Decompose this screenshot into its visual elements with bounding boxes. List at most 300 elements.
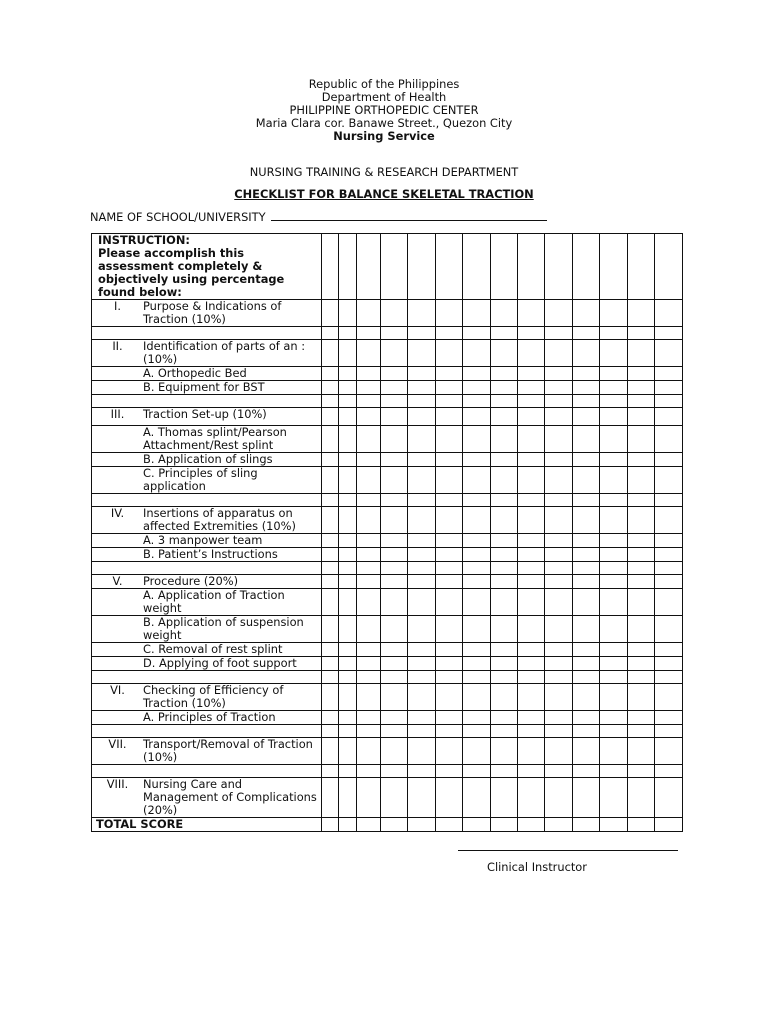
score-cell[interactable] (600, 453, 628, 467)
score-cell[interactable] (436, 657, 463, 671)
score-cell[interactable] (322, 494, 339, 507)
score-cell[interactable] (381, 300, 408, 327)
score-cell[interactable] (357, 643, 381, 657)
score-cell[interactable] (491, 589, 518, 616)
score-cell[interactable] (628, 684, 655, 711)
score-cell[interactable] (600, 671, 628, 684)
score-cell[interactable] (381, 327, 408, 340)
score-cell[interactable] (339, 765, 357, 778)
score-cell[interactable] (463, 725, 491, 738)
score-cell[interactable] (322, 395, 339, 408)
score-cell[interactable] (357, 507, 381, 534)
score-cell[interactable] (357, 818, 381, 832)
score-cell[interactable] (600, 234, 628, 300)
score-cell[interactable] (600, 589, 628, 616)
score-cell[interactable] (436, 453, 463, 467)
score-cell[interactable] (628, 643, 655, 657)
score-cell[interactable] (545, 765, 573, 778)
score-cell[interactable] (436, 711, 463, 725)
score-cell[interactable] (357, 453, 381, 467)
score-cell[interactable] (628, 327, 655, 340)
score-cell[interactable] (573, 507, 600, 534)
score-cell[interactable] (628, 453, 655, 467)
score-cell[interactable] (491, 711, 518, 725)
score-cell[interactable] (518, 534, 545, 548)
score-cell[interactable] (491, 426, 518, 453)
score-cell[interactable] (491, 534, 518, 548)
score-cell[interactable] (491, 381, 518, 395)
score-cell[interactable] (339, 778, 357, 818)
score-cell[interactable] (381, 725, 408, 738)
score-cell[interactable] (436, 367, 463, 381)
score-cell[interactable] (339, 507, 357, 534)
score-cell[interactable] (322, 643, 339, 657)
score-cell[interactable] (628, 725, 655, 738)
score-cell[interactable] (322, 467, 339, 494)
score-cell[interactable] (381, 738, 408, 765)
score-cell[interactable] (322, 426, 339, 453)
score-cell[interactable] (545, 738, 573, 765)
score-cell[interactable] (491, 234, 518, 300)
score-cell[interactable] (357, 426, 381, 453)
score-cell[interactable] (436, 738, 463, 765)
score-cell[interactable] (408, 684, 436, 711)
score-cell[interactable] (463, 575, 491, 589)
score-cell[interactable] (518, 778, 545, 818)
score-cell[interactable] (381, 507, 408, 534)
score-cell[interactable] (322, 300, 339, 327)
score-cell[interactable] (518, 818, 545, 832)
score-cell[interactable] (381, 426, 408, 453)
score-cell[interactable] (339, 494, 357, 507)
score-cell[interactable] (573, 340, 600, 367)
score-cell[interactable] (655, 381, 683, 395)
score-cell[interactable] (600, 467, 628, 494)
score-cell[interactable] (381, 643, 408, 657)
score-cell[interactable] (381, 548, 408, 562)
score-cell[interactable] (573, 408, 600, 426)
score-cell[interactable] (381, 616, 408, 643)
score-cell[interactable] (381, 657, 408, 671)
score-cell[interactable] (573, 467, 600, 494)
score-cell[interactable] (463, 711, 491, 725)
score-cell[interactable] (463, 671, 491, 684)
score-cell[interactable] (545, 453, 573, 467)
score-cell[interactable] (573, 367, 600, 381)
score-cell[interactable] (600, 818, 628, 832)
score-cell[interactable] (628, 818, 655, 832)
score-cell[interactable] (463, 327, 491, 340)
score-cell[interactable] (491, 778, 518, 818)
score-cell[interactable] (518, 671, 545, 684)
score-cell[interactable] (545, 300, 573, 327)
score-cell[interactable] (322, 711, 339, 725)
score-cell[interactable] (600, 643, 628, 657)
score-cell[interactable] (381, 818, 408, 832)
score-cell[interactable] (322, 725, 339, 738)
score-cell[interactable] (545, 562, 573, 575)
score-cell[interactable] (518, 711, 545, 725)
score-cell[interactable] (322, 818, 339, 832)
score-cell[interactable] (339, 426, 357, 453)
score-cell[interactable] (408, 657, 436, 671)
score-cell[interactable] (545, 818, 573, 832)
score-cell[interactable] (436, 340, 463, 367)
score-cell[interactable] (408, 765, 436, 778)
score-cell[interactable] (322, 381, 339, 395)
score-cell[interactable] (518, 300, 545, 327)
score-cell[interactable] (436, 562, 463, 575)
score-cell[interactable] (491, 548, 518, 562)
score-cell[interactable] (436, 671, 463, 684)
score-cell[interactable] (518, 381, 545, 395)
score-cell[interactable] (436, 408, 463, 426)
score-cell[interactable] (545, 367, 573, 381)
score-cell[interactable] (463, 778, 491, 818)
score-cell[interactable] (600, 657, 628, 671)
score-cell[interactable] (545, 575, 573, 589)
score-cell[interactable] (491, 467, 518, 494)
score-cell[interactable] (655, 778, 683, 818)
score-cell[interactable] (408, 327, 436, 340)
score-cell[interactable] (518, 643, 545, 657)
score-cell[interactable] (357, 367, 381, 381)
score-cell[interactable] (381, 671, 408, 684)
score-cell[interactable] (357, 534, 381, 548)
score-cell[interactable] (339, 616, 357, 643)
score-cell[interactable] (545, 725, 573, 738)
score-cell[interactable] (628, 381, 655, 395)
score-cell[interactable] (518, 367, 545, 381)
score-cell[interactable] (518, 657, 545, 671)
score-cell[interactable] (322, 684, 339, 711)
score-cell[interactable] (545, 548, 573, 562)
signature-line[interactable] (458, 850, 678, 851)
score-cell[interactable] (339, 562, 357, 575)
score-cell[interactable] (357, 684, 381, 711)
score-cell[interactable] (655, 426, 683, 453)
score-cell[interactable] (628, 738, 655, 765)
score-cell[interactable] (518, 507, 545, 534)
score-cell[interactable] (545, 395, 573, 408)
score-cell[interactable] (655, 575, 683, 589)
score-cell[interactable] (408, 643, 436, 657)
score-cell[interactable] (436, 300, 463, 327)
score-cell[interactable] (573, 589, 600, 616)
score-cell[interactable] (339, 467, 357, 494)
score-cell[interactable] (491, 643, 518, 657)
score-cell[interactable] (600, 725, 628, 738)
score-cell[interactable] (600, 711, 628, 725)
score-cell[interactable] (518, 340, 545, 367)
score-cell[interactable] (545, 340, 573, 367)
score-cell[interactable] (573, 778, 600, 818)
score-cell[interactable] (408, 381, 436, 395)
score-cell[interactable] (573, 738, 600, 765)
score-cell[interactable] (463, 616, 491, 643)
score-cell[interactable] (573, 395, 600, 408)
score-cell[interactable] (628, 589, 655, 616)
score-cell[interactable] (463, 643, 491, 657)
score-cell[interactable] (491, 367, 518, 381)
score-cell[interactable] (491, 408, 518, 426)
score-cell[interactable] (600, 507, 628, 534)
score-cell[interactable] (628, 426, 655, 453)
score-cell[interactable] (436, 234, 463, 300)
score-cell[interactable] (463, 340, 491, 367)
score-cell[interactable] (491, 575, 518, 589)
score-cell[interactable] (322, 575, 339, 589)
score-cell[interactable] (339, 408, 357, 426)
score-cell[interactable] (545, 494, 573, 507)
score-cell[interactable] (518, 327, 545, 340)
score-cell[interactable] (339, 643, 357, 657)
score-cell[interactable] (545, 711, 573, 725)
score-cell[interactable] (408, 534, 436, 548)
score-cell[interactable] (600, 684, 628, 711)
score-cell[interactable] (339, 575, 357, 589)
score-cell[interactable] (436, 575, 463, 589)
score-cell[interactable] (322, 589, 339, 616)
score-cell[interactable] (381, 589, 408, 616)
score-cell[interactable] (628, 562, 655, 575)
score-cell[interactable] (545, 408, 573, 426)
score-cell[interactable] (628, 534, 655, 548)
score-cell[interactable] (655, 562, 683, 575)
score-cell[interactable] (357, 575, 381, 589)
score-cell[interactable] (436, 395, 463, 408)
score-cell[interactable] (339, 340, 357, 367)
score-cell[interactable] (463, 657, 491, 671)
score-cell[interactable] (339, 395, 357, 408)
score-cell[interactable] (628, 616, 655, 643)
score-cell[interactable] (573, 657, 600, 671)
score-cell[interactable] (518, 616, 545, 643)
score-cell[interactable] (491, 494, 518, 507)
score-cell[interactable] (408, 711, 436, 725)
score-cell[interactable] (573, 725, 600, 738)
score-cell[interactable] (573, 534, 600, 548)
score-cell[interactable] (436, 643, 463, 657)
score-cell[interactable] (655, 340, 683, 367)
score-cell[interactable] (357, 327, 381, 340)
score-cell[interactable] (463, 381, 491, 395)
score-cell[interactable] (628, 408, 655, 426)
score-cell[interactable] (322, 507, 339, 534)
score-cell[interactable] (573, 327, 600, 340)
score-cell[interactable] (545, 671, 573, 684)
score-cell[interactable] (408, 548, 436, 562)
score-cell[interactable] (600, 738, 628, 765)
score-cell[interactable] (518, 725, 545, 738)
score-cell[interactable] (408, 778, 436, 818)
score-cell[interactable] (436, 616, 463, 643)
score-cell[interactable] (545, 657, 573, 671)
score-cell[interactable] (628, 494, 655, 507)
score-cell[interactable] (628, 467, 655, 494)
score-cell[interactable] (436, 494, 463, 507)
score-cell[interactable] (518, 589, 545, 616)
score-cell[interactable] (408, 367, 436, 381)
score-cell[interactable] (463, 453, 491, 467)
score-cell[interactable] (322, 671, 339, 684)
score-cell[interactable] (600, 367, 628, 381)
score-cell[interactable] (339, 453, 357, 467)
score-cell[interactable] (381, 467, 408, 494)
score-cell[interactable] (357, 778, 381, 818)
score-cell[interactable] (573, 616, 600, 643)
score-cell[interactable] (545, 684, 573, 711)
score-cell[interactable] (436, 778, 463, 818)
score-cell[interactable] (545, 616, 573, 643)
score-cell[interactable] (357, 616, 381, 643)
score-cell[interactable] (381, 575, 408, 589)
score-cell[interactable] (628, 657, 655, 671)
score-cell[interactable] (408, 589, 436, 616)
score-cell[interactable] (518, 408, 545, 426)
score-cell[interactable] (600, 395, 628, 408)
score-cell[interactable] (436, 381, 463, 395)
score-cell[interactable] (573, 671, 600, 684)
score-cell[interactable] (655, 738, 683, 765)
score-cell[interactable] (628, 765, 655, 778)
score-cell[interactable] (357, 467, 381, 494)
score-cell[interactable] (491, 818, 518, 832)
score-cell[interactable] (322, 453, 339, 467)
score-cell[interactable] (322, 367, 339, 381)
score-cell[interactable] (573, 381, 600, 395)
score-cell[interactable] (655, 711, 683, 725)
score-cell[interactable] (463, 408, 491, 426)
score-cell[interactable] (518, 467, 545, 494)
score-cell[interactable] (408, 408, 436, 426)
score-cell[interactable] (491, 684, 518, 711)
score-cell[interactable] (655, 234, 683, 300)
score-cell[interactable] (381, 340, 408, 367)
score-cell[interactable] (600, 381, 628, 395)
score-cell[interactable] (322, 548, 339, 562)
score-cell[interactable] (322, 234, 339, 300)
score-cell[interactable] (573, 818, 600, 832)
score-cell[interactable] (463, 818, 491, 832)
score-cell[interactable] (463, 467, 491, 494)
score-cell[interactable] (381, 234, 408, 300)
score-cell[interactable] (491, 671, 518, 684)
score-cell[interactable] (339, 300, 357, 327)
score-cell[interactable] (339, 381, 357, 395)
score-cell[interactable] (463, 738, 491, 765)
score-cell[interactable] (545, 778, 573, 818)
score-cell[interactable] (573, 453, 600, 467)
score-cell[interactable] (339, 725, 357, 738)
score-cell[interactable] (339, 657, 357, 671)
score-cell[interactable] (463, 589, 491, 616)
score-cell[interactable] (408, 616, 436, 643)
score-cell[interactable] (518, 234, 545, 300)
score-cell[interactable] (518, 494, 545, 507)
score-cell[interactable] (322, 327, 339, 340)
score-cell[interactable] (655, 818, 683, 832)
score-cell[interactable] (436, 725, 463, 738)
score-cell[interactable] (463, 562, 491, 575)
score-cell[interactable] (339, 589, 357, 616)
score-cell[interactable] (408, 818, 436, 832)
score-cell[interactable] (357, 589, 381, 616)
score-cell[interactable] (545, 507, 573, 534)
score-cell[interactable] (518, 453, 545, 467)
score-cell[interactable] (381, 494, 408, 507)
score-cell[interactable] (408, 562, 436, 575)
score-cell[interactable] (655, 657, 683, 671)
score-cell[interactable] (655, 725, 683, 738)
score-cell[interactable] (545, 589, 573, 616)
score-cell[interactable] (573, 426, 600, 453)
score-cell[interactable] (357, 340, 381, 367)
score-cell[interactable] (339, 534, 357, 548)
score-cell[interactable] (322, 408, 339, 426)
score-cell[interactable] (600, 548, 628, 562)
score-cell[interactable] (491, 327, 518, 340)
score-cell[interactable] (491, 300, 518, 327)
score-cell[interactable] (357, 657, 381, 671)
score-cell[interactable] (436, 426, 463, 453)
score-cell[interactable] (545, 426, 573, 453)
score-cell[interactable] (655, 684, 683, 711)
score-cell[interactable] (357, 548, 381, 562)
score-cell[interactable] (655, 589, 683, 616)
score-cell[interactable] (357, 671, 381, 684)
score-cell[interactable] (322, 562, 339, 575)
score-cell[interactable] (463, 234, 491, 300)
score-cell[interactable] (628, 395, 655, 408)
score-cell[interactable] (339, 367, 357, 381)
score-cell[interactable] (357, 395, 381, 408)
score-cell[interactable] (463, 395, 491, 408)
score-cell[interactable] (322, 340, 339, 367)
score-cell[interactable] (545, 234, 573, 300)
score-cell[interactable] (339, 327, 357, 340)
score-cell[interactable] (491, 738, 518, 765)
score-cell[interactable] (491, 765, 518, 778)
score-cell[interactable] (357, 711, 381, 725)
score-cell[interactable] (381, 381, 408, 395)
score-cell[interactable] (463, 507, 491, 534)
score-cell[interactable] (408, 234, 436, 300)
score-cell[interactable] (357, 765, 381, 778)
score-cell[interactable] (573, 494, 600, 507)
score-cell[interactable] (408, 453, 436, 467)
score-cell[interactable] (436, 589, 463, 616)
score-cell[interactable] (357, 494, 381, 507)
score-cell[interactable] (408, 300, 436, 327)
score-cell[interactable] (655, 616, 683, 643)
score-cell[interactable] (408, 494, 436, 507)
score-cell[interactable] (573, 300, 600, 327)
score-cell[interactable] (655, 367, 683, 381)
score-cell[interactable] (436, 548, 463, 562)
score-cell[interactable] (357, 234, 381, 300)
score-cell[interactable] (518, 426, 545, 453)
score-cell[interactable] (573, 711, 600, 725)
score-cell[interactable] (491, 562, 518, 575)
score-cell[interactable] (628, 507, 655, 534)
score-cell[interactable] (491, 395, 518, 408)
school-blank-line[interactable] (271, 209, 547, 221)
score-cell[interactable] (600, 426, 628, 453)
score-cell[interactable] (436, 765, 463, 778)
score-cell[interactable] (408, 507, 436, 534)
score-cell[interactable] (357, 725, 381, 738)
